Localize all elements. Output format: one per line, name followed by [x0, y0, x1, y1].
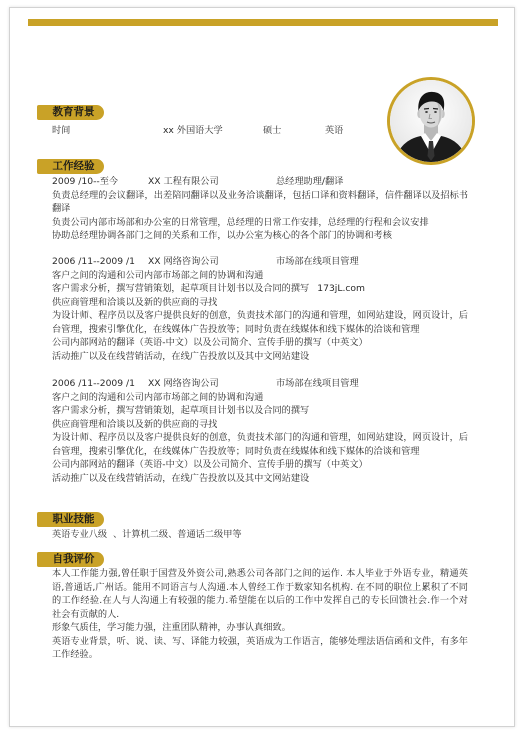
- work-duty-text: 客户需求分析，撰写营销策划，起草项目计划书以及合同的撰写: [52, 283, 310, 294]
- self-evaluation-line: 语,普通话,广州话。能用不同语言与人沟通.本人曾经工作于数家知名机构. 在不同的职位上累积了不同: [52, 581, 468, 593]
- work-duty-line: 公司内部网站的翻译（英语-中文）以及公司简介、宣传手册的撰写（中英文）: [52, 337, 368, 348]
- watermark-text: 173jL.com: [317, 283, 365, 294]
- self-evaluation-line: 的工作经验.在人与人沟通上有较强的能力.希望能在以后的工作中发挥自己的专长回馈社会.作一个对: [52, 595, 468, 606]
- work-company: XX 网络咨询公司: [148, 378, 219, 389]
- skills-content: [52, 528, 242, 542]
- self-evaluation-line: 工作经验。: [52, 649, 98, 660]
- work-duty-line: 供应商管理和洽谈以及新的供应商的寻找: [52, 296, 218, 308]
- work-entry-header: [52, 377, 468, 391]
- work-position: 市场部在线项目管理: [276, 378, 359, 389]
- work-position: 总经理助理/翻译: [276, 176, 344, 187]
- education-school: xx 外国语大学: [163, 124, 223, 136]
- work-duty-line: 协助总经理协调各部门之间的关系和工作，以办公室为核心的各个部门的协调和考核: [52, 230, 392, 241]
- self-evaluation-line: 形象气质佳，学习能力强，注重团队精神，办事认真细致。: [52, 622, 291, 633]
- work-company: XX 工程有限公司: [148, 176, 219, 187]
- work-duty-line: 台管理，搜索引擎优化，在线媒体广告投放等；同时负责在线媒体和线下媒体的洽谈和管理: [52, 445, 420, 457]
- work-duty-line: 负责公司内部市场部和办公室的日常管理，总经理的日常工作安排，总经理的行程和会议安排: [52, 216, 429, 228]
- work-duty-line: 客户之间的沟通和公司内部市场部之间的协调和沟通: [52, 269, 264, 281]
- work-period: 2006 /11--2009 /1: [52, 256, 135, 267]
- education-degree: 硕士: [263, 124, 282, 136]
- skills-line: 英语专业八级 、计算机二级、普通话二级甲等: [52, 529, 242, 540]
- self-evaluation-content: [52, 567, 468, 662]
- work-duty-line: 台管理，搜索引擎优化，在线媒体广告投放等；同时负责在线媒体和线下媒体的洽谈和管理: [52, 323, 420, 335]
- work-duty-line: 客户之间的沟通和公司内部市场部之间的协调和沟通: [52, 391, 264, 403]
- section-header-self-evaluation: 自我评价: [37, 552, 104, 567]
- portrait-illustration: [390, 80, 472, 162]
- section-header-education: 教育背景: [37, 105, 104, 120]
- work-entry-header: [52, 175, 468, 189]
- work-entry: [52, 175, 468, 243]
- profile-photo: [387, 77, 475, 165]
- work-duty-line: 翻译: [52, 203, 71, 214]
- section-header-skills: 职业技能: [37, 512, 104, 527]
- section-header-work: 工作经验: [37, 159, 104, 174]
- work-duty-line: 供应商管理和洽谈以及新的供应商的寻找: [52, 418, 218, 430]
- work-duty-line: [52, 282, 468, 296]
- work-duty-line: 客户需求分析，撰写营销策划，起草项目计划书以及合同的撰写: [52, 405, 310, 416]
- work-entry: [52, 255, 468, 363]
- work-period: 2009 /10--至今: [52, 176, 119, 187]
- self-evaluation-line: 英语专业背景，听、说、读、写、译能力较强，英语成为工作语言，能够处理法语信函和文件，有多年: [52, 635, 468, 647]
- work-duty-line: 活动推广以及在线营销活动，在线广告投放以及其中文网站建设: [52, 472, 310, 484]
- work-duty-line: 负责总经理的会议翻译，出差陪同翻译以及业务洽谈翻译，包括口译和资料翻译，信件翻译以及招标书: [52, 189, 468, 201]
- self-evaluation-line: 本人工作能力强,曾任职于国营及外资公司,熟悉公司各部门之间的运作. 本人毕业于外语专业，精通英: [52, 568, 468, 579]
- work-duty-line: 活动推广以及在线营销活动，在线广告投放以及其中文网站建设: [52, 350, 310, 362]
- education-time: 时间: [52, 124, 71, 136]
- work-entry-header: [52, 255, 468, 269]
- work-duty-line: 为设计师、程序员以及客户提供良好的创意，负责技术部门的沟通和管理，如网站建设，网页设计，后: [52, 432, 468, 443]
- self-evaluation-line: 社会有贡献的人.: [52, 608, 120, 620]
- work-position: 市场部在线项目管理: [276, 256, 359, 267]
- education-major: 英语: [325, 124, 344, 136]
- top-accent-bar: [28, 19, 498, 26]
- work-duty-line: 为设计师、程序员以及客户提供良好的创意，负责技术部门的沟通和管理，如网站建设，网页设计，后: [52, 310, 468, 321]
- work-company: XX 网络咨询公司: [148, 256, 219, 267]
- work-duty-line: 公司内部网站的翻译（英语-中文）以及公司简介、宣传手册的撰写（中英文）: [52, 459, 368, 470]
- work-entry: [52, 377, 468, 485]
- work-period: 2006 /11--2009 /1: [52, 378, 135, 389]
